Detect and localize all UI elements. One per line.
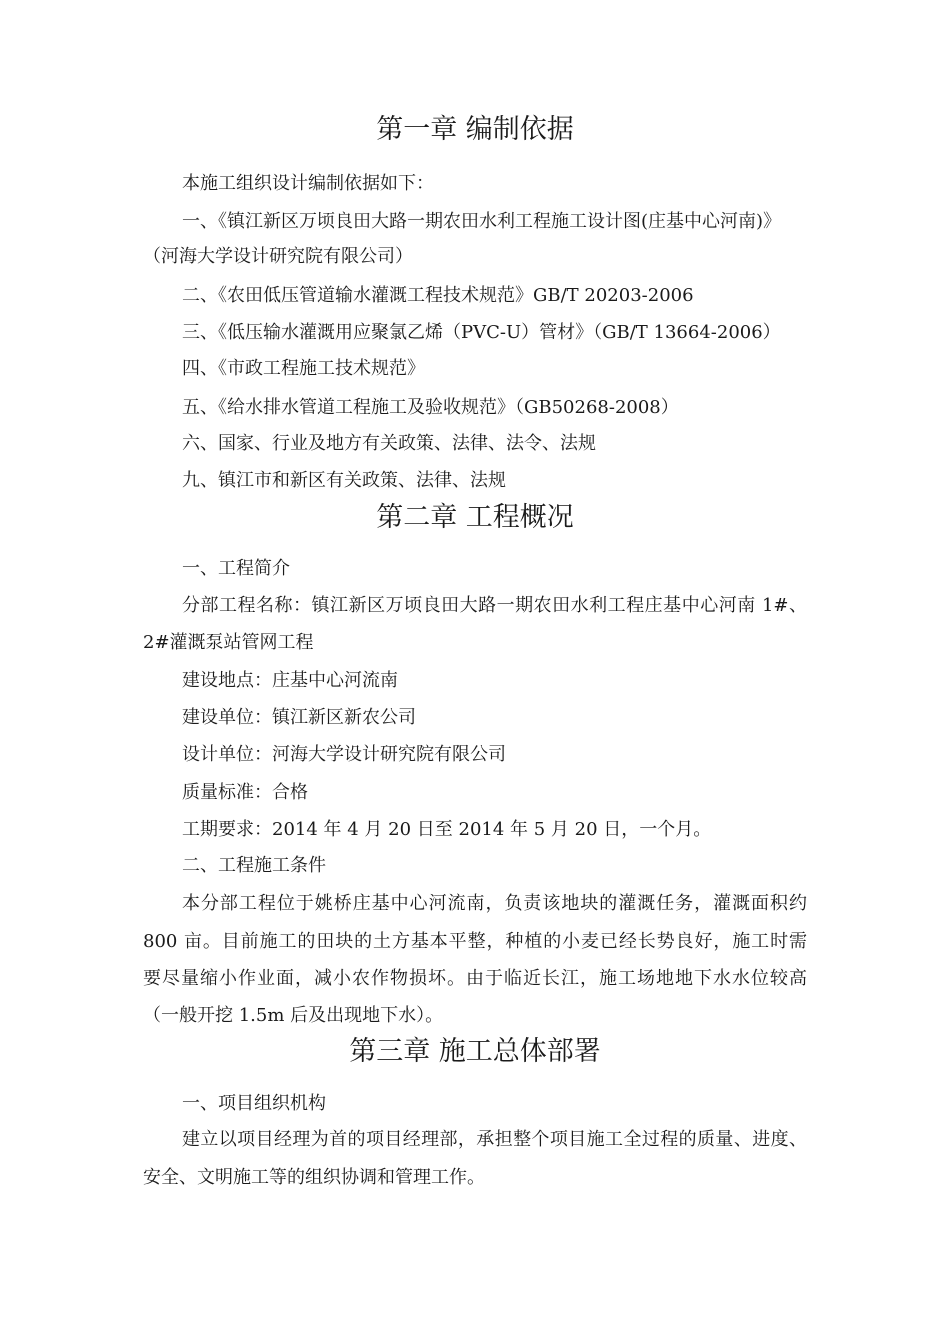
construction-site: 建设地点：庄基中心河流南 (182, 670, 398, 691)
section-heading-conditions: 二、工程施工条件 (182, 855, 326, 876)
project-name-line-2: 2#灌溉泵站管网工程 (143, 632, 314, 653)
chapter-1-title: 第一章 编制依据 (376, 114, 574, 145)
schedule-requirement: 工期要求：2014 年 4 月 20 日至 2014 年 5 月 20 日，一个月。 (182, 819, 712, 840)
organization-line-2: 安全、文明施工等的组织协调和管理工作。 (143, 1167, 485, 1188)
conditions-line-3: 要尽量缩小作业面，减小农作物损坏。由于临近长江，施工场地地下水水位较高 (143, 968, 807, 989)
basis-item-1: 一、《镇江新区万顷良田大路一期农田水利工程施工设计图(庄基中心河南)》 (182, 211, 782, 232)
organization-line-1: 建立以项目经理为首的项目经理部，承担整个项目施工全过程的质量、进度、 (182, 1129, 807, 1150)
section-heading-intro: 一、工程简介 (182, 558, 290, 579)
basis-item-3: 三、《低压输水灌溉用应聚氯乙烯（PVC-U）管材》（GB/T 13664-2006） (182, 322, 781, 343)
conditions-line-4: （一般开挖 1.5m 后及出现地下水）。 (143, 1005, 444, 1026)
design-unit: 设计单位：河海大学设计研究院有限公司 (182, 744, 506, 765)
chapter-3-title: 第三章 施工总体部署 (349, 1036, 601, 1067)
basis-item-6: 六、国家、行业及地方有关政策、法律、法令、法规 (182, 433, 596, 454)
basis-item-9: 九、镇江市和新区有关政策、法律、法规 (182, 470, 506, 491)
chapter-2-title: 第二章 工程概况 (376, 502, 574, 533)
basis-item-5: 五、《给水排水管道工程施工及验收规范》（GB50268-2008） (182, 397, 679, 418)
quality-standard: 质量标准：合格 (182, 782, 308, 803)
basis-intro: 本施工组织设计编制依据如下： (182, 173, 434, 194)
basis-item-4: 四、《市政工程施工技术规范》 (182, 358, 425, 379)
project-name-line-1: 分部工程名称：镇江新区万顷良田大路一期农田水利工程庄基中心河南 1#、 (182, 595, 807, 616)
construction-unit: 建设单位：镇江新区新农公司 (182, 707, 416, 728)
basis-item-1-cont: （河海大学设计研究院有限公司） (143, 246, 413, 267)
section-heading-organization: 一、项目组织机构 (182, 1093, 326, 1114)
basis-item-2: 二、《农田低压管道输水灌溉工程技术规范》GB/T 20203-2006 (182, 285, 694, 306)
conditions-line-2: 800 亩。目前施工的田块的土方基本平整，种植的小麦已经长势良好，施工时需 (143, 931, 807, 952)
conditions-line-1: 本分部工程位于姚桥庄基中心河流南，负责该地块的灌溉任务，灌溉面积约 (182, 893, 807, 914)
